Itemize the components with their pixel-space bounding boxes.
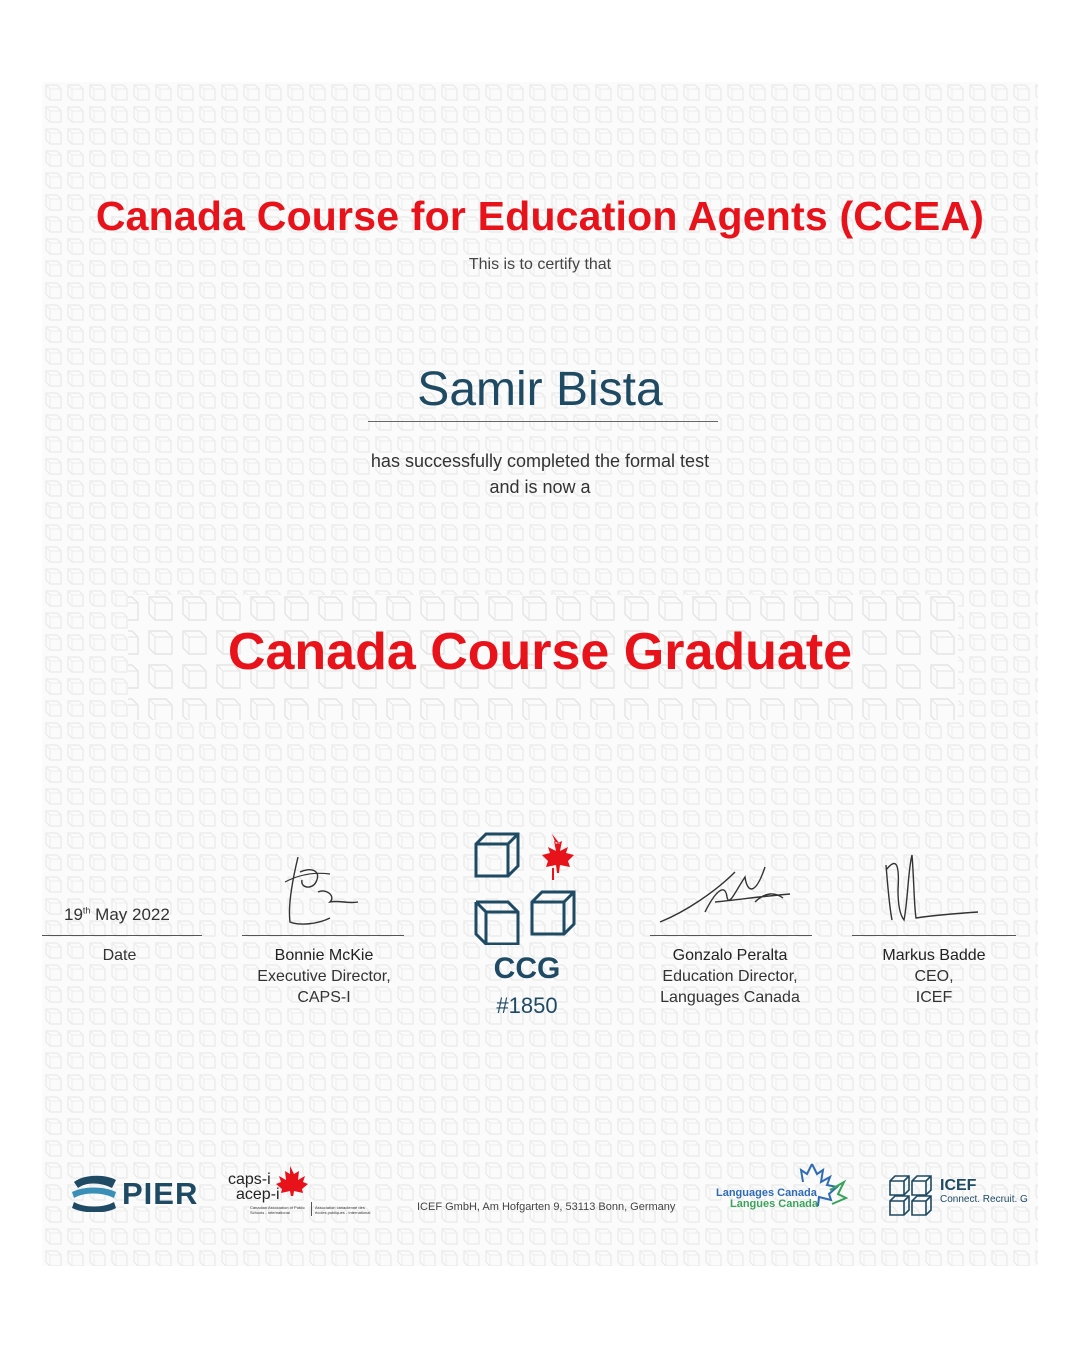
completion-line-1: has successfully completed the formal test (370, 451, 710, 471)
signature-markus-badde (878, 850, 988, 930)
signatory-3-org: ICEF (915, 989, 953, 1006)
caps-line-2: acep-i (236, 1186, 280, 1203)
signature-bonnie-mckie (270, 852, 370, 934)
designation-title: Canada Course Graduate (227, 623, 853, 681)
caps-divider (311, 1202, 312, 1216)
languages-canada-en: Languages Canada (716, 1187, 817, 1199)
icef-logo-text: ICEF (940, 1177, 977, 1194)
signature-line-3 (852, 935, 1016, 936)
signatory-1-name: Bonnie McKie (274, 947, 374, 964)
signature-line-2 (650, 935, 812, 936)
signatory-3 (852, 945, 1016, 1008)
name-underline (368, 421, 718, 422)
icef-logo-icon (888, 1173, 934, 1217)
date-label: Date (102, 947, 137, 964)
signatory-3-role: CEO, (914, 968, 954, 985)
footer-address: ICEF GmbH, Am Hofgarten 9, 53113 Bonn, Germany (417, 1201, 676, 1213)
pier-logo-text: PIER (122, 1176, 199, 1211)
badge-label: CCG (493, 952, 561, 985)
signatory-3-name: Markus Badde (882, 947, 986, 964)
signature-line-1 (242, 935, 404, 936)
caps-french-name: Association canadienne des écoles publiques - International (315, 1205, 371, 1215)
completion-text (0, 448, 1080, 500)
signatory-2-name: Gonzalo Peralta (672, 947, 788, 964)
completion-line-2: and is now a (489, 477, 591, 497)
caps-maple-leaf-icon (272, 1164, 308, 1196)
signature-gonzalo-peralta (655, 862, 795, 934)
icef-tagline: Connect. Recruit. G (940, 1194, 1028, 1205)
pier-logo-icon (70, 1174, 120, 1212)
date-suffix: th (82, 905, 91, 916)
date-rest: May 2022 (90, 905, 170, 924)
recipient-name: Samir Bista (417, 363, 663, 416)
certify-text: This is to certify that (468, 256, 612, 273)
languages-canada-leaf-icon (792, 1160, 848, 1216)
maple-leaf-icon (542, 834, 574, 873)
signatory-1 (236, 945, 412, 1008)
date-day: 19 (64, 905, 83, 924)
certificate-title: Canada Course for Education Agents (CCEA) (95, 193, 985, 239)
badge-number: #1850 (496, 993, 558, 1018)
languages-canada-fr: Langues Canada (730, 1198, 819, 1210)
signatory-1-role: Executive Director, (257, 968, 391, 985)
date-value (64, 905, 170, 925)
date-line (42, 935, 202, 936)
signatory-2-role: Education Director, (662, 968, 798, 985)
ccg-logo-icon (470, 830, 584, 945)
signatory-2 (640, 945, 820, 1008)
signatory-2-org: Languages Canada (660, 989, 800, 1006)
caps-line-1: caps-i (228, 1171, 271, 1188)
caps-english-name: Canadian Association of Public Schools - International (250, 1205, 305, 1215)
signatory-1-org: CAPS-I (297, 989, 351, 1006)
